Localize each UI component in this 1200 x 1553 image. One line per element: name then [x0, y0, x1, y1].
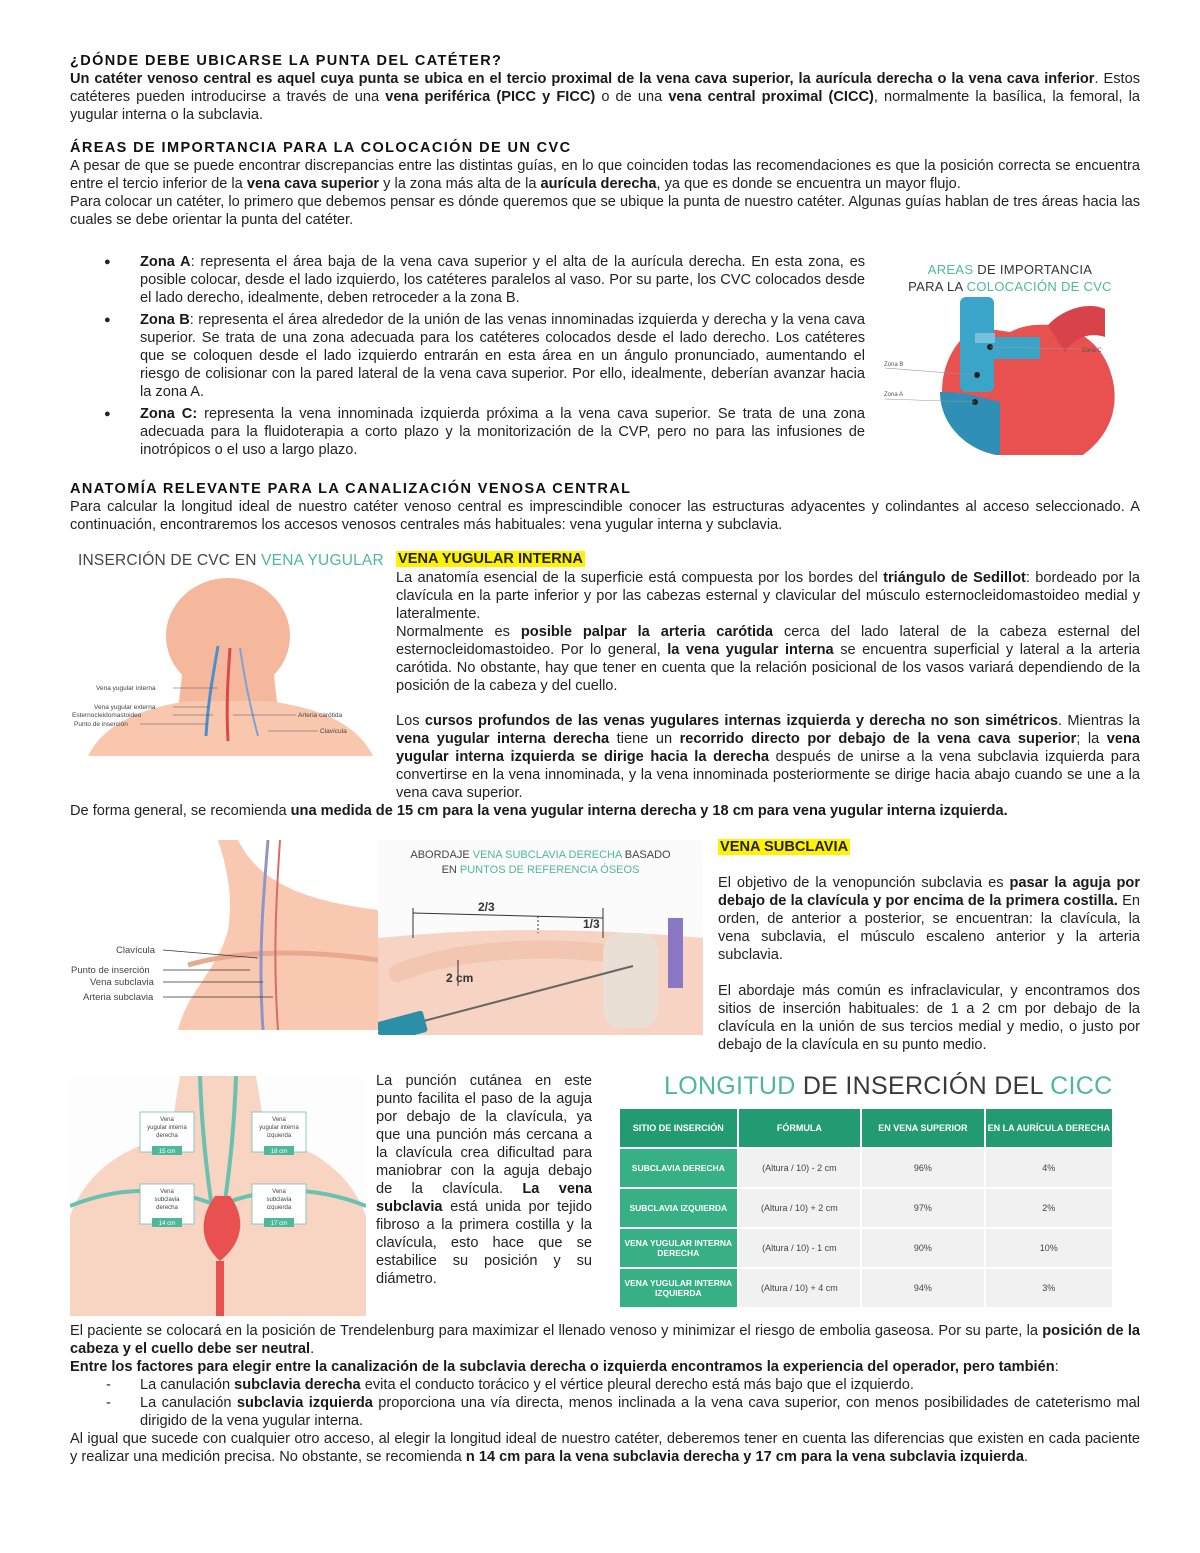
paragraph: Para calcular la longitud ideal de nuestro catéter venoso central es imprescindible conocer las estructuras adyacentes y colindantes al acceso seleccionado. A continuación, encontraremos los accesos venosos centrales más habituales: vena yugular interna y subclavia.: [70, 499, 1140, 533]
label-clavicle: Clavícula: [116, 945, 156, 956]
list-item: - La canulación subclavia izquierda proporciona una vía directa, menos inclinada a la vena cava superior, con menos posibilidades de cateterismo mal dirigido de la vena yugular interna.: [70, 1394, 1140, 1430]
jugular-text-continued: [70, 712, 1140, 820]
svg-text:yugular interna: yugular interna: [259, 1125, 299, 1131]
heart-illustration: [880, 297, 1140, 455]
column-header: SITIO DE INSERCIÓN: [620, 1109, 737, 1147]
zone-a-label: Zona A: [884, 392, 904, 398]
label-subclavian-vein: Vena subclavia: [90, 977, 154, 988]
list-item: - La canulación subclavia derecha evita el conducto torácico y el vértice pleural derecho está más bajo que el izquierdo.: [70, 1376, 1140, 1394]
svg-text:subclavia: subclavia: [154, 1197, 180, 1203]
jugular-insertion-figure: INSERCIÓN DE CVC EN VENA YUGULAR Vena yugular interna Vena yugular externa Esternocleidomastoideo Punto de inserción Arteria carótida Clavícula: [68, 548, 386, 756]
final-section: [70, 1322, 1140, 1466]
length-rij: 15 cm: [158, 1149, 176, 1155]
svg-text:derecha: derecha: [156, 1133, 178, 1139]
table-row: VENA YUGULAR INTERNA IZQUIERDA (Altura / 10) + 4 cm 94% 3%: [620, 1269, 1112, 1307]
paragraph: La anatomía esencial de la superficie está compuesta por los bordes del triángulo de Sedillot: bordeado por la clavícula en la parte inferior y por las cabezas esternal y clavicular del músculo esternocleidomastoideo medial y lateralmente.: [396, 570, 1140, 622]
puncture-text: [376, 1072, 592, 1288]
label-external-jugular: Vena yugular externa: [94, 704, 156, 711]
svg-text:izquierda: izquierda: [266, 1133, 292, 1139]
length-rsc: 14 cm: [158, 1221, 176, 1227]
svg-text:derecha: derecha: [156, 1205, 178, 1211]
svg-text:yugular interna: yugular interna: [147, 1125, 187, 1131]
length-lsc: 17 cm: [270, 1221, 288, 1227]
paragraph: Los cursos profundos de las venas yugulares internas izquierda y derecha no son simétricos. Mientras la vena yugular interna derecha tiene un recorrido directo por debajo de la vena cava superior; la vena yugular interna izquierda se dirige hacia la derecha después de unirse a la vena subclavia izquierda para convertirse en la vena innominada, y la vena innominada posteriormente se dirige hacia abajo cuando se une a la vena cava superior.: [396, 713, 1141, 801]
section-title: ANATOMÍA RELEVANTE PARA LA CANALIZACIÓN VENOSA CENTRAL: [70, 481, 632, 497]
body-vessel-lengths-figure: [70, 1076, 366, 1316]
zones-list: [70, 253, 865, 463]
subclavian-text-continued: [70, 982, 1140, 1054]
measure-one-third: 1/3: [583, 917, 600, 931]
choice-factors-list: [70, 1376, 1140, 1430]
label-insertion-point: Punto de inserción: [71, 965, 150, 976]
label-insertion-point: Punto de inserción: [74, 721, 128, 728]
column-header: EN VENA SUPERIOR: [862, 1109, 984, 1147]
paragraph: Entre los factores para elegir entre la canalización de la subclavia derecha o izquierda encontramos la experiencia del operador, pero también:: [70, 1359, 1059, 1375]
paragraph: El paciente se colocará en la posición de Trendelenburg para maximizar el llenado venoso y minimizar el riesgo de embolia gaseosa. Por su parte, la posición de la cabeza y el cuello debe ser neutral.: [70, 1323, 1141, 1357]
column-header: EN LA AURÍCULA DERECHA: [986, 1109, 1112, 1147]
subclavian-heading: VENA SUBCLAVIA: [720, 839, 849, 855]
subclavian-approach-figure: ABORDAJE VENA SUBCLAVIA DERECHA BASADO EN PUNTOS DE REFERENCIA ÓSEOS 2/3 1/3 2 cm: [378, 840, 703, 1035]
paragraph: Al igual que sucede con cualquier otro acceso, al elegir la longitud ideal de nuestro catéter, deberemos tener en cuenta las diferencias que existen en cada paciente y realizar una medición precisa. No obstante, se recomienda n 14 cm para la vena subclavia derecha y 17 cm para la vena subclavia izquierda.: [70, 1431, 1140, 1465]
section-anatomy: [70, 480, 1140, 534]
section-title: ÁREAS DE IMPORTANCIA PARA LA COLOCACIÓN DE UN CVC: [70, 140, 572, 156]
cicc-length-table-figure: [614, 1066, 1114, 1310]
torso-illustration: [70, 1076, 366, 1316]
table-header-row: [620, 1109, 1112, 1147]
paragraph: Para colocar un catéter, lo primero que debemos pensar es dónde queremos que se ubique la punta de nuestro catéter. Algunas guías hablan de tres áreas hacia las cuales se debe orientar la punta del catéter.: [70, 194, 1140, 228]
heart-zones-figure: AREAS DE IMPORTANCIA PARA LA COLOCACIÓN DE CVC Zona B Zona A Zona C: [880, 255, 1140, 455]
section-title: ¿DÓNDE DEBE UBICARSE LA PUNTA DEL CATÉTER?: [70, 53, 503, 69]
svg-text:Vena: Vena: [160, 1117, 174, 1123]
paragraph: Normalmente es posible palpar la arteria carótida cerca del lado lateral de la cabeza esternal del esternocleidomastoideo. Por lo general, la vena yugular interna se encuentra superficial y lateral a la arteria carótida. No obstante, hay que tener en cuenta que la relación posicional de los vasos variará dependiendo de la posición de la cabeza y del cuello.: [396, 624, 1140, 694]
paragraph: La punción cutánea en este punto facilita el paso de la aguja por debajo de la clavícula, ya que una punción más cercana a la clavícula crea dificultad para maniobrar con la aguja debajo de la clavícula. La vena subclavia está unida por tejido fibroso a la primera costilla y la clavícula, esto hace que se estabilice su posición y su diámetro.: [376, 1073, 592, 1287]
jugular-text: [396, 550, 1140, 695]
svg-text:Vena: Vena: [272, 1189, 286, 1195]
column-header: FÓRMULA: [739, 1109, 861, 1147]
svg-text:izquierda: izquierda: [266, 1205, 292, 1211]
paragraph: Un catéter venoso central es aquel cuya punta se ubica en el tercio proximal de la vena cava superior, la aurícula derecha o la vena cava inferior. Estos catéteres pueden introducirse a través de una vena periférica (PICC y FICC) o de una vena central proximal (CICC), normalmente la basílica, la femoral, la yugular interna o la subclavia.: [70, 71, 1140, 123]
section-importance-areas: [70, 139, 1140, 229]
jugular-heading: VENA YUGULAR INTERNA: [398, 551, 583, 567]
paragraph: De forma general, se recomienda una medida de 15 cm para la vena yugular interna derecha y 18 cm para vena yugular interna izquierda.: [70, 803, 1008, 819]
measure-two-thirds: 2/3: [478, 900, 495, 914]
label-carotid: Arteria carótida: [298, 712, 343, 719]
table-row: SUBCLAVIA DERECHA (Altura / 10) - 2 cm 96% 4%: [620, 1149, 1112, 1187]
svg-text:Vena: Vena: [160, 1189, 174, 1195]
subclavian-text: [718, 838, 1140, 982]
measure-two-cm: 2 cm: [446, 971, 474, 985]
list-item: ● Zona C: representa la vena innominada izquierda próxima a la vena cava superior. Se trata de una zona adecuada para la fluidoterapia a corto plazo y la monitorización de la CVP, pero no para las infusiones de inotrópicos o el uso a largo plazo.: [70, 405, 865, 459]
svg-text:subclavia: subclavia: [266, 1197, 292, 1203]
paragraph: A pesar de que se puede encontrar discrepancias entre las distintas guías, en lo que coinciden todas las recomendaciones es que la posición correcta se encuentra entre el tercio inferior de la vena cava superior y la zona más alta de la aurícula derecha, ya que es donde se encuentra un mayor flujo.: [70, 158, 1140, 192]
table-row: SUBCLAVIA IZQUIERDA (Altura / 10) + 2 cm 97% 2%: [620, 1189, 1112, 1227]
zone-c-label: Zona C: [1082, 348, 1102, 354]
length-lij: 18 cm: [270, 1149, 288, 1155]
label-clavicle: Clavícula: [320, 728, 347, 735]
label-internal-jugular: Vena yugular interna: [96, 685, 156, 692]
table-title: LONGITUD DE INSERCIÓN DEL CICC: [664, 1072, 1113, 1100]
cicc-length-table: [618, 1107, 1114, 1309]
paragraph: El objetivo de la venopunción subclavia es pasar la aguja por debajo de la clavícula y por encima de la primera costilla. En orden, de anterior a posterior, se encuentran: la clavícula, la vena subclavia, el músculo escaleno anterior y la arteria subclavia.: [718, 875, 1141, 963]
zone-b-label: Zona B: [884, 362, 904, 368]
svg-text:Vena: Vena: [272, 1117, 286, 1123]
section-catheter-tip: [70, 52, 1140, 124]
table-row: VENA YUGULAR INTERNA DERECHA (Altura / 10) - 1 cm 90% 10%: [620, 1229, 1112, 1267]
list-item: ● Zona B: representa el área alrededor de la unión de las venas innominadas izquierda y derecha y la vena cava superior. Se trata de una zona adecuada para los catéteres colocados desde el lado derecho. Los catéteres que se coloquen desde el lado izquierdo entrarán en esta área en un ángulo pronunciado, aumentando el riesgo de colisionar con la pared lateral de la vena cava superior. Por ello, idealmente, deberían avanzar hacia la zona A.: [70, 311, 865, 401]
list-item: ● Zona A: representa el área baja de la vena cava superior y el alta de la aurícula derecha. En esta zona, es posible colocar, desde el lado izquierdo, los catéteres paralelos al vaso. Por su parte, los CVC colocados desde el lado derecho, idealmente, deben retroceder a la zona B.: [70, 253, 865, 307]
paragraph: El abordaje más común es infraclavicular, y encontramos dos sitios de inserción habituales: de 1 a 2 cm por debajo de la clavícula en la unión de sus tercios medial y medio, o justo por debajo de la clavícula en su punto medio.: [718, 983, 1140, 1053]
label-subclavian-artery: Arteria subclavia: [83, 992, 154, 1003]
label-scm: Esternocleidomastoideo: [72, 712, 142, 719]
